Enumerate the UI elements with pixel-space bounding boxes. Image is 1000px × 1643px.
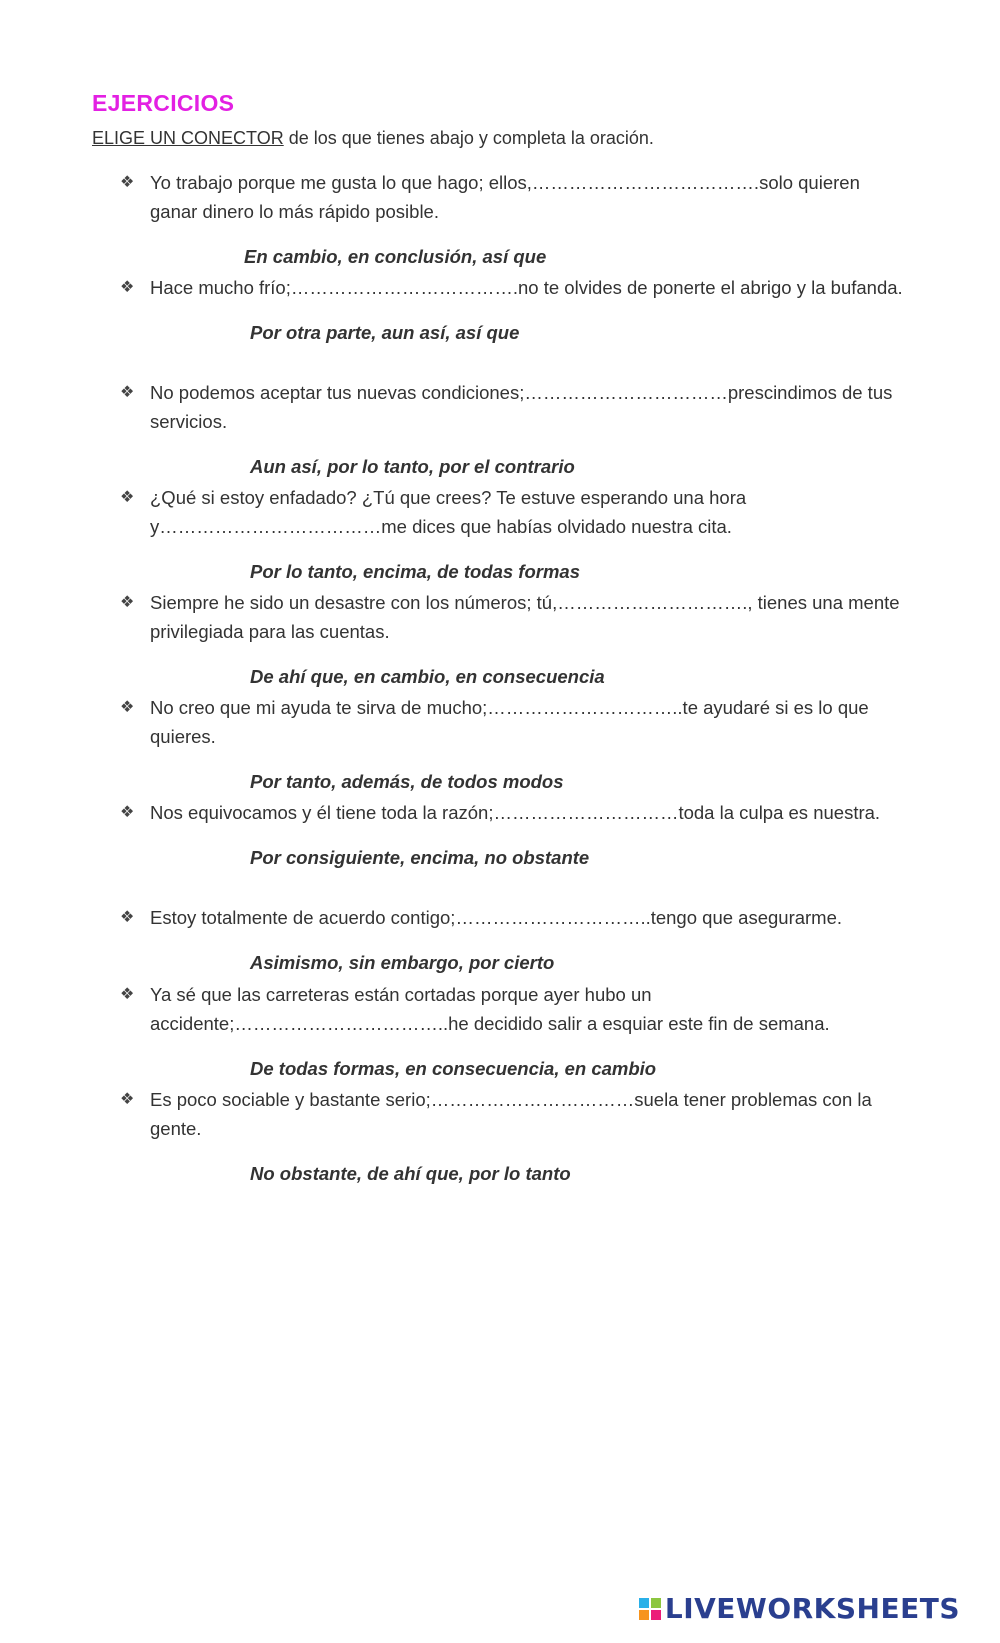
logo-square — [651, 1610, 661, 1620]
connector-options: En cambio, en conclusión, así que — [244, 246, 547, 267]
sentence-text: ¿Qué si estoy enfadado? ¿Tú que crees? Te estuve esperando una hora y………………………………me dices que habías olvidado nuestra cita. — [150, 487, 747, 537]
exercise-sentence — [120, 1085, 910, 1143]
exercise-2 — [120, 273, 910, 345]
connector-options: No obstante, de ahí que, por lo tanto — [250, 1163, 571, 1184]
diamond-bullet-icon: ❖ — [120, 699, 135, 716]
diamond-bullet-icon: ❖ — [120, 384, 135, 401]
exercise-9 — [120, 980, 910, 1081]
exercise-4 — [120, 483, 910, 584]
logo-square — [639, 1610, 649, 1620]
logo-square — [651, 1598, 661, 1608]
exercise-sentence — [120, 588, 910, 646]
diamond-bullet-icon: ❖ — [120, 804, 135, 821]
logo-text: LIVEWORKSHEETS — [664, 1592, 960, 1625]
connector-options: Por otra parte, aun así, así que — [250, 322, 520, 343]
diamond-bullet-icon: ❖ — [120, 174, 135, 191]
diamond-bullet-icon: ❖ — [120, 1091, 135, 1108]
exercise-sentence — [120, 168, 910, 226]
exercise-8 — [120, 903, 910, 975]
diamond-bullet-icon: ❖ — [120, 909, 135, 926]
exercise-sentence — [120, 273, 910, 302]
connector-options: De ahí que, en cambio, en consecuencia — [250, 666, 605, 687]
exercise-7 — [120, 798, 910, 870]
connector-options: Por consiguiente, encima, no obstante — [250, 847, 590, 868]
instruction-rest: de los que tienes abajo y completa la oración. — [283, 128, 654, 148]
connector-options: Por lo tanto, encima, de todas formas — [250, 561, 580, 582]
sentence-text: Siempre he sido un desastre con los números; tú,…………………………., tienes una mente privilegiada para las cuentas. — [150, 592, 900, 642]
exercise-sentence — [120, 483, 910, 541]
sentence-text: No podemos aceptar tus nuevas condiciones;……………………………prescindimos de tus servicios. — [150, 382, 893, 432]
page-title: EJERCICIOS — [92, 90, 235, 116]
sentence-text: Ya sé que las carreteras están cortadas porque ayer hubo un accidente;……………………………..he decidido salir a esquiar este fin de semana. — [150, 984, 830, 1034]
instruction-underlined: ELIGE UN CONECTOR — [92, 128, 284, 148]
instruction-text — [92, 128, 654, 149]
exercise-10 — [120, 1085, 910, 1186]
diamond-bullet-icon: ❖ — [120, 594, 135, 611]
liveworksheets-logo-icon — [639, 1598, 661, 1620]
exercise-sentence — [120, 903, 910, 932]
diamond-bullet-icon: ❖ — [120, 489, 135, 506]
exercise-sentence — [120, 980, 910, 1038]
connector-options: Aun así, por lo tanto, por el contrario — [250, 456, 575, 477]
exercise-sentence — [120, 798, 910, 827]
connector-options: De todas formas, en consecuencia, en cambio — [250, 1058, 657, 1079]
exercise-sentence — [120, 378, 910, 436]
exercise-1 — [120, 168, 910, 269]
diamond-bullet-icon: ❖ — [120, 279, 135, 296]
sentence-text: Hace mucho frío;……………………………….no te olvides de ponerte el abrigo y la bufanda. — [150, 277, 903, 298]
sentence-text: No creo que mi ayuda te sirva de mucho;…………………………..te ayudaré si es lo que quieres. — [150, 697, 869, 747]
sentence-text: Yo trabajo porque me gusta lo que hago; ellos,……………………………….solo quieren ganar dinero lo más rápido posible. — [150, 172, 860, 222]
sentence-text: Estoy totalmente de acuerdo contigo;…………………………..tengo que asegurarme. — [150, 907, 843, 928]
diamond-bullet-icon: ❖ — [120, 986, 135, 1003]
connector-options: Por tanto, además, de todos modos — [250, 771, 564, 792]
sentence-text: Nos equivocamos y él tiene toda la razón;…………………………toda la culpa es nuestra. — [150, 802, 881, 823]
liveworksheets-logo[interactable] — [639, 1592, 960, 1625]
connector-options: Asimismo, sin embargo, por cierto — [250, 952, 555, 973]
logo-square — [639, 1598, 649, 1608]
exercise-6 — [120, 693, 910, 794]
exercise-3 — [120, 378, 910, 479]
sentence-text: Es poco sociable y bastante serio;……………………………suela tener problemas con la gente. — [150, 1089, 872, 1139]
exercise-5 — [120, 588, 910, 689]
exercise-sentence — [120, 693, 910, 751]
